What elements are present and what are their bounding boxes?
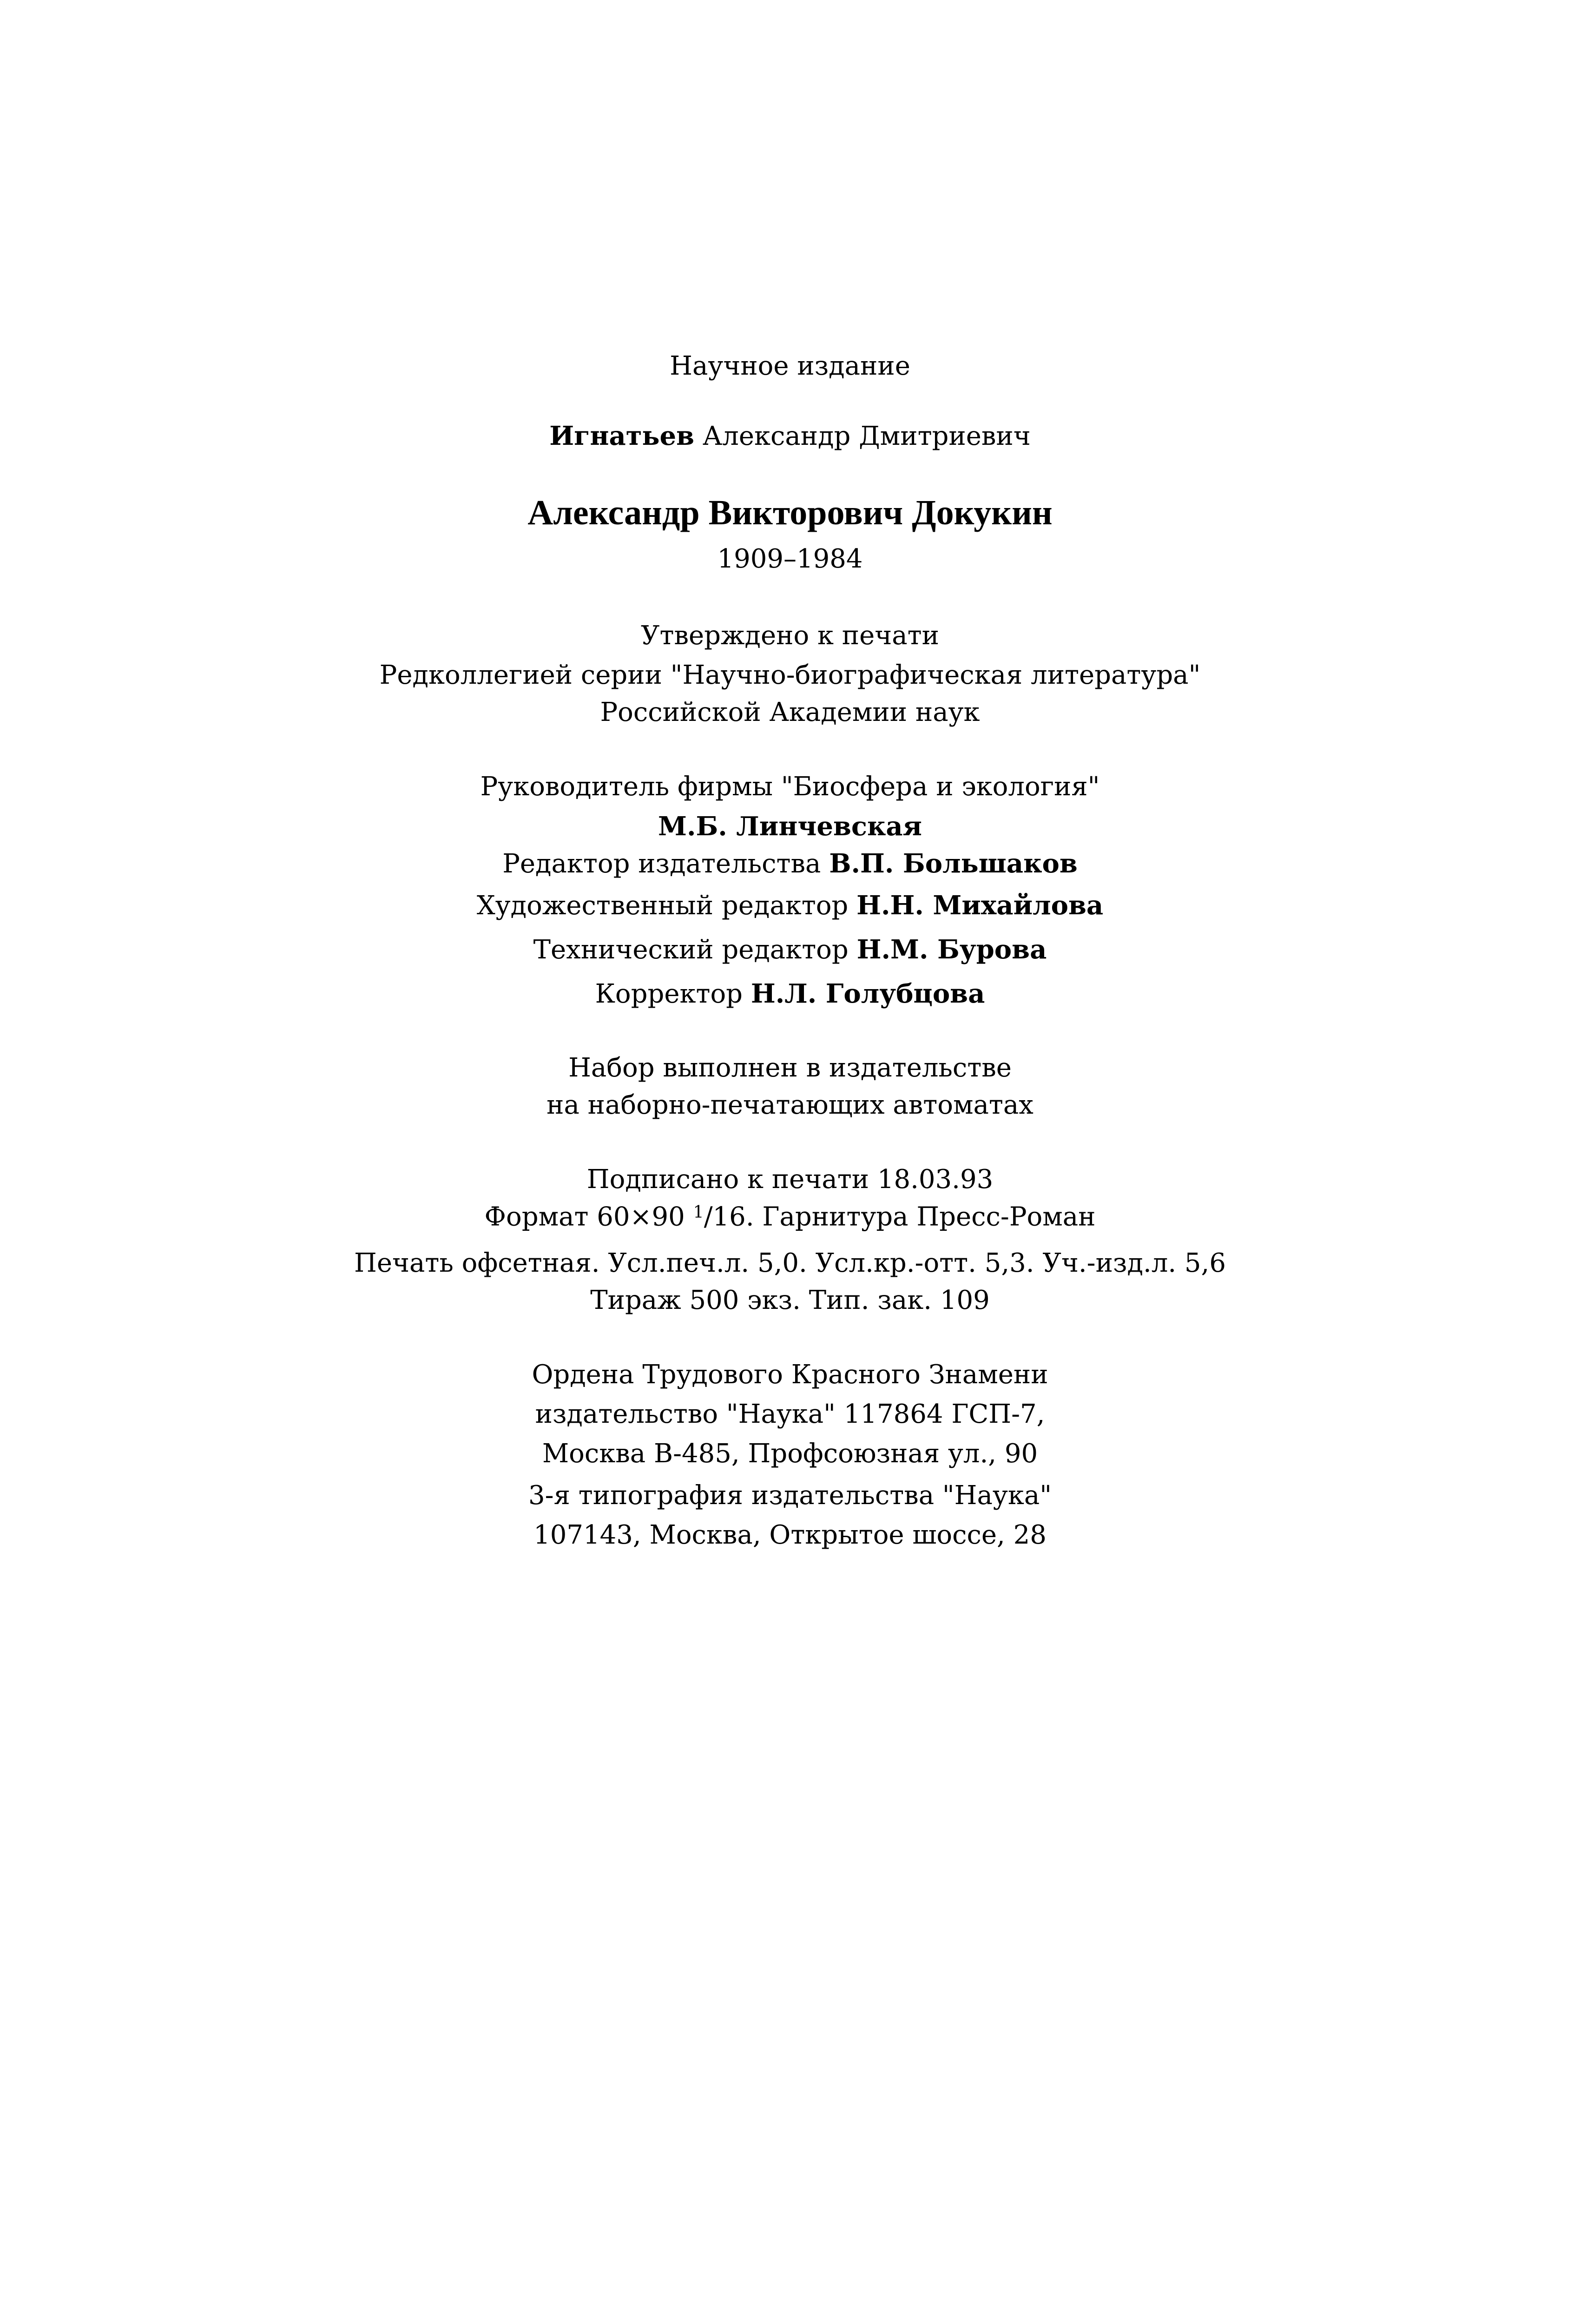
editor-line <box>0 848 1580 879</box>
firm-head-role: Руководитель фирмы "Биосфера и экология" <box>480 772 1100 802</box>
printer-line-2: 107143, Москва, Открытое шоссе, 28 <box>533 1520 1047 1550</box>
art-editor-line <box>0 892 1580 919</box>
proofreader-name: Н.Л. Голубцова <box>750 978 985 1009</box>
typesetting-line-2: на наборно-печатающих автоматах <box>546 1090 1034 1120</box>
book-title: Александр Викторович Докукин <box>527 493 1053 532</box>
printer-line-1: 3-я типография издательства "Наука" <box>528 1480 1052 1511</box>
author-given-names: Александр Дмитриевич <box>702 421 1031 451</box>
proofreader-role: Корректор <box>595 979 743 1009</box>
publisher-line-1: Ордена Трудового Красного Знамени <box>532 1360 1048 1390</box>
art-editor-name: Н.Н. Михайлова <box>856 890 1104 921</box>
tech-editor-role: Технический редактор <box>533 935 849 965</box>
editor-name: В.П. Большаков <box>829 848 1078 879</box>
author-line <box>0 423 1580 449</box>
art-editor-role: Художественный редактор <box>476 891 849 921</box>
format-line <box>0 1204 1580 1230</box>
format-suffix: /16. Гарнитура Пресс-Роман <box>704 1202 1096 1232</box>
approval-line-1: Утверждено к печати <box>641 621 939 651</box>
signed-to-print: Подписано к печати 18.03.93 <box>586 1164 994 1195</box>
format-superscript: 1 <box>693 1202 704 1222</box>
print-run-line: Тираж 500 экз. Тип. зак. 109 <box>590 1285 990 1315</box>
approval-line-3: Российской Академии наук <box>600 697 980 727</box>
edition-type: Научное издание <box>670 351 910 381</box>
book-years: 1909–1984 <box>717 544 863 574</box>
proofreader-line <box>0 978 1580 1009</box>
approval-line-2: Редколлегией серии "Научно-биографическая литература" <box>379 660 1201 690</box>
editor-role: Редактор издательства <box>502 849 821 879</box>
firm-head-name: М.Б. Линчевская <box>658 811 922 842</box>
format-prefix: Формат 60×90 <box>484 1202 693 1232</box>
typesetting-line-1: Набор выполнен в издательстве <box>568 1053 1012 1083</box>
print-sheets-line: Печать офсетная. Усл.печ.л. 5,0. Усл.кр.-отт. 5,3. Уч.-изд.л. 5,6 <box>354 1248 1226 1278</box>
publisher-line-3: Москва В-485, Профсоюзная ул., 90 <box>542 1439 1038 1469</box>
publisher-line-2: издательство "Наука" 117864 ГСП-7, <box>535 1399 1045 1429</box>
author-surname: Игнатьев <box>549 421 695 451</box>
tech-editor-line <box>0 934 1580 965</box>
tech-editor-name: Н.М. Бурова <box>856 934 1047 965</box>
